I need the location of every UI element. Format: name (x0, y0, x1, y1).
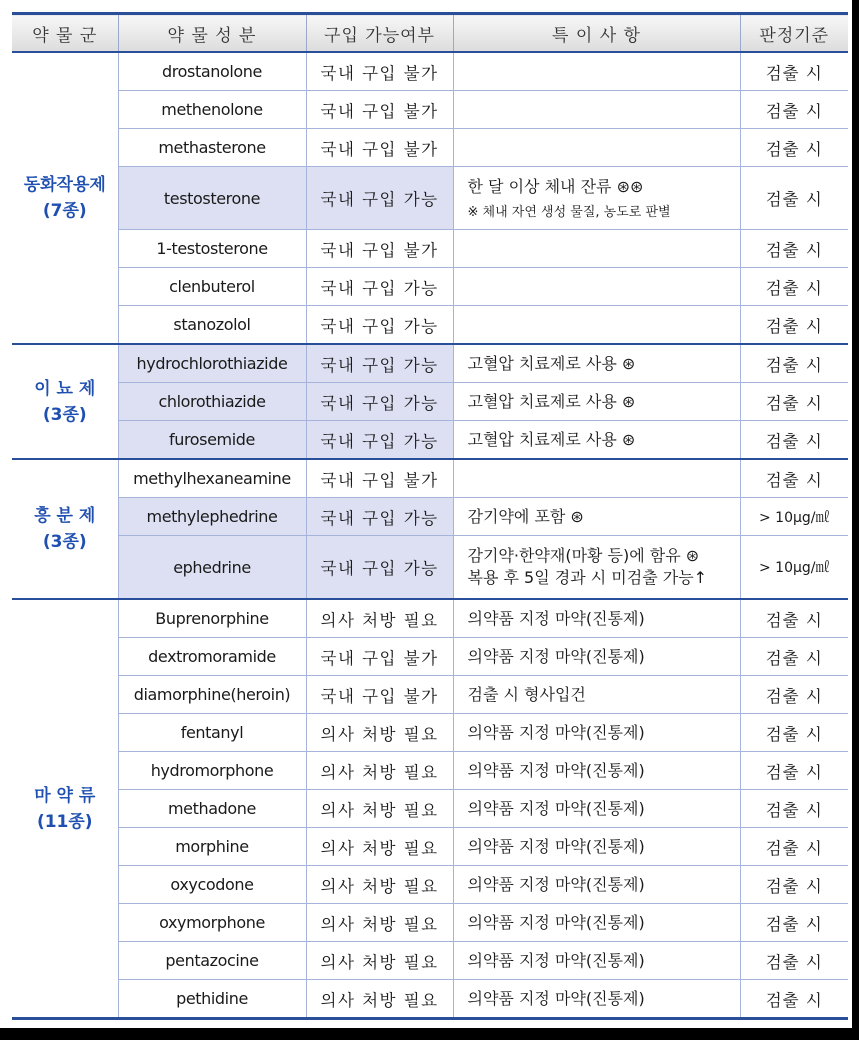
note-text: 의약품 지정 마약(진통제) (467, 722, 645, 742)
criteria-cell: 검출 시 (740, 344, 848, 383)
criteria-cell: 검출 시 (740, 676, 848, 714)
note-subtext: ※ 체내 자연 생성 물질, 농도로 판별 (467, 205, 671, 220)
drug-name-cell: hydrochlorothiazide (118, 344, 306, 383)
drug-name-cell: clenbuterol (118, 268, 306, 306)
criteria-cell: 검출 시 (740, 714, 848, 752)
drug-name-cell: diamorphine(heroin) (118, 676, 306, 714)
criteria-cell: 검출 시 (740, 752, 848, 790)
criteria-cell: 검출 시 (740, 167, 848, 230)
availability-cell: 국내 구입 불가 (306, 52, 453, 91)
header-group: 약 물 군 (12, 14, 118, 53)
criteria-cell: 검출 시 (740, 599, 848, 638)
criteria-cell: 검출 시 (740, 866, 848, 904)
availability-cell: 국내 구입 불가 (306, 459, 453, 498)
drug-name-cell: hydromorphone (118, 752, 306, 790)
note-text: 고혈압 치료제로 사용 ⊛ (467, 391, 636, 411)
table-row (12, 980, 848, 1019)
criteria-cell: > 10μg/㎖ (740, 498, 848, 536)
notes-cell (453, 904, 740, 942)
note-text: 의약품 지정 마약(진통제) (467, 798, 645, 818)
note-text: 의약품 지정 마약(진통제) (467, 912, 645, 932)
availability-cell: 의사 처방 필요 (306, 980, 453, 1019)
notes-cell (453, 91, 740, 129)
drug-name-cell: morphine (118, 828, 306, 866)
group-name: 동화작용제 (23, 175, 106, 195)
group-name: 이 뇨 제 (34, 378, 96, 399)
note-text: 검출 시 형사입건 (467, 684, 586, 704)
table-row (12, 383, 848, 421)
table-row (12, 52, 848, 91)
drug-name-cell: chlorothiazide (118, 383, 306, 421)
notes-cell (453, 638, 740, 676)
criteria-cell: 검출 시 (740, 268, 848, 306)
criteria-cell: 검출 시 (740, 91, 848, 129)
drug-table (12, 12, 848, 1020)
criteria-cell: 검출 시 (740, 904, 848, 942)
note-text: 한 달 이상 체내 잔류 ⊛⊛ (467, 177, 644, 196)
group-count: (7종) (42, 201, 87, 221)
table-row (12, 230, 848, 268)
header-availability: 구입 가능여부 (306, 14, 453, 53)
availability-cell: 국내 구입 가능 (306, 167, 453, 230)
table-body (12, 52, 848, 1019)
criteria-cell: 검출 시 (740, 942, 848, 980)
availability-cell: 국내 구입 불가 (306, 129, 453, 167)
criteria-cell: 검출 시 (740, 459, 848, 498)
group-count: (3종) (42, 404, 87, 425)
table-row (12, 790, 848, 828)
notes-cell (453, 790, 740, 828)
note-text: 의약품 지정 마약(진통제) (467, 874, 645, 894)
availability-cell: 의사 처방 필요 (306, 866, 453, 904)
group-count: (11종) (36, 811, 93, 832)
notes-cell (453, 942, 740, 980)
availability-cell: 의사 처방 필요 (306, 904, 453, 942)
drug-name-cell: methenolone (118, 91, 306, 129)
drug-name-cell: fentanyl (118, 714, 306, 752)
availability-cell: 국내 구입 가능 (306, 421, 453, 460)
drug-name-cell: testosterone (118, 167, 306, 230)
header-notes: 특 이 사 항 (453, 14, 740, 53)
table-row (12, 904, 848, 942)
availability-cell: 의사 처방 필요 (306, 752, 453, 790)
table-row (12, 676, 848, 714)
criteria-cell: > 10μg/㎖ (740, 536, 848, 600)
table-header (12, 14, 848, 53)
note-text: 의약품 지정 마약(진통제) (467, 950, 645, 970)
table-row (12, 129, 848, 167)
notes-cell (453, 752, 740, 790)
criteria-cell: 검출 시 (740, 638, 848, 676)
notes-cell (453, 980, 740, 1019)
drug-name-cell: dextromoramide (118, 638, 306, 676)
criteria-cell: 검출 시 (740, 306, 848, 345)
notes-cell (453, 536, 740, 600)
availability-cell: 국내 구입 가능 (306, 498, 453, 536)
notes-cell (453, 459, 740, 498)
availability-cell: 국내 구입 가능 (306, 383, 453, 421)
notes-cell (453, 714, 740, 752)
criteria-cell: 검출 시 (740, 980, 848, 1019)
criteria-cell: 검출 시 (740, 421, 848, 460)
note-text: 고혈압 치료제로 사용 ⊛ (467, 429, 636, 449)
table-row (12, 498, 848, 536)
drug-name-cell: ephedrine (118, 536, 306, 600)
notes-cell (453, 129, 740, 167)
notes-cell (453, 306, 740, 345)
notes-cell (453, 383, 740, 421)
note-text: 감기약·한약재(마황 등)에 함유 ⊛ (467, 546, 700, 565)
group-cell (12, 459, 118, 599)
group-name: 마 약 류 (34, 785, 96, 806)
table-row (12, 714, 848, 752)
group-count: (3종) (42, 532, 87, 552)
notes-cell (453, 828, 740, 866)
criteria-cell: 검출 시 (740, 828, 848, 866)
availability-cell: 국내 구입 불가 (306, 676, 453, 714)
header-drug: 약 물 성 분 (118, 14, 306, 53)
drug-name-cell: oxymorphone (118, 904, 306, 942)
notes-cell (453, 599, 740, 638)
table-row (12, 752, 848, 790)
drug-name-cell: methylhexaneamine (118, 459, 306, 498)
notes-cell (453, 421, 740, 460)
criteria-cell: 검출 시 (740, 790, 848, 828)
table-row (12, 599, 848, 638)
drug-name-cell: 1-testosterone (118, 230, 306, 268)
note-text: 감기약에 포함 ⊛ (467, 506, 584, 526)
availability-cell: 국내 구입 가능 (306, 306, 453, 345)
drug-name-cell: Buprenorphine (118, 599, 306, 638)
availability-cell: 의사 처방 필요 (306, 790, 453, 828)
note-text: 의약품 지정 마약(진통제) (467, 646, 645, 666)
drug-name-cell: oxycodone (118, 866, 306, 904)
table-row (12, 344, 848, 383)
notes-cell (453, 676, 740, 714)
drug-name-cell: methadone (118, 790, 306, 828)
table-row (12, 459, 848, 498)
table-row (12, 167, 848, 230)
drug-name-cell: methasterone (118, 129, 306, 167)
availability-cell: 국내 구입 가능 (306, 268, 453, 306)
note-text-line2: 복용 후 5일 경과 시 미검출 가능↑ (467, 568, 708, 587)
table-row (12, 91, 848, 129)
table-row (12, 421, 848, 460)
table-row (12, 306, 848, 345)
notes-cell (453, 498, 740, 536)
note-text: 의약품 지정 마약(진통제) (467, 988, 645, 1008)
drug-name-cell: pentazocine (118, 942, 306, 980)
drug-name-cell: methylephedrine (118, 498, 306, 536)
criteria-cell: 검출 시 (740, 383, 848, 421)
header-criteria: 판정기준 (740, 14, 848, 53)
group-cell (12, 344, 118, 459)
note-text: 고혈압 치료제로 사용 ⊛ (467, 353, 636, 373)
note-text: 의약품 지정 마약(진통제) (467, 836, 645, 856)
notes-cell (453, 167, 740, 230)
criteria-cell: 검출 시 (740, 230, 848, 268)
availability-cell: 국내 구입 불가 (306, 638, 453, 676)
table-row (12, 268, 848, 306)
group-cell (12, 52, 118, 344)
availability-cell: 국내 구입 가능 (306, 536, 453, 600)
availability-cell: 의사 처방 필요 (306, 828, 453, 866)
availability-cell: 의사 처방 필요 (306, 942, 453, 980)
notes-cell (453, 230, 740, 268)
drug-name-cell: drostanolone (118, 52, 306, 91)
criteria-cell: 검출 시 (740, 129, 848, 167)
note-text: 의약품 지정 마약(진통제) (467, 760, 645, 780)
availability-cell: 국내 구입 불가 (306, 91, 453, 129)
availability-cell: 국내 구입 가능 (306, 344, 453, 383)
drug-name-cell: stanozolol (118, 306, 306, 345)
notes-cell (453, 52, 740, 91)
criteria-cell: 검출 시 (740, 52, 848, 91)
drug-name-cell: furosemide (118, 421, 306, 460)
table-row (12, 942, 848, 980)
drug-name-cell: pethidine (118, 980, 306, 1019)
table-row (12, 866, 848, 904)
notes-cell (453, 344, 740, 383)
group-cell (12, 599, 118, 1019)
availability-cell: 의사 처방 필요 (306, 599, 453, 638)
table-row (12, 828, 848, 866)
availability-cell: 국내 구입 불가 (306, 230, 453, 268)
availability-cell: 의사 처방 필요 (306, 714, 453, 752)
notes-cell (453, 268, 740, 306)
notes-cell (453, 866, 740, 904)
table-row (12, 638, 848, 676)
group-name: 흥 분 제 (34, 506, 96, 526)
table-row (12, 536, 848, 600)
note-text: 의약품 지정 마약(진통제) (467, 608, 645, 628)
